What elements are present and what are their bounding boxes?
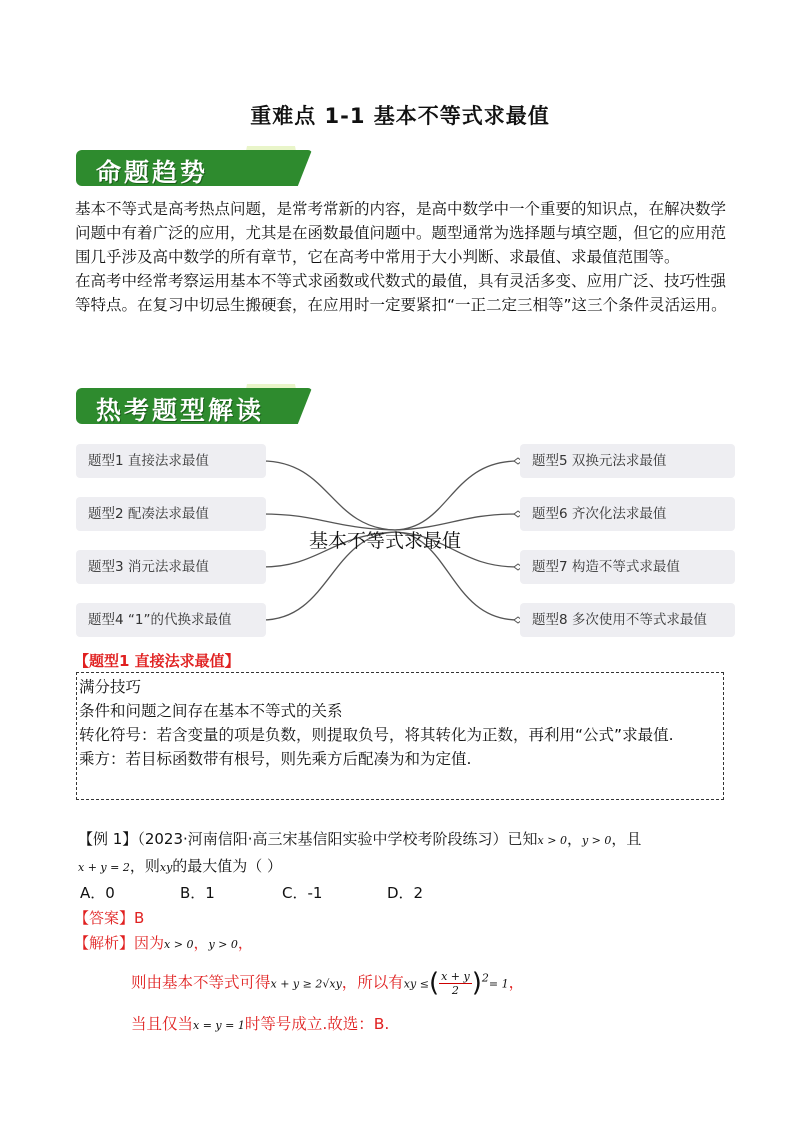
answer-line	[74, 907, 144, 928]
analysis-text: ，	[193, 934, 209, 952]
analysis-label: 【解析】	[74, 934, 135, 952]
fraction-denominator: 2	[451, 983, 459, 997]
inequality-lhs: xy ≤	[403, 977, 429, 991]
tips-box	[76, 672, 724, 800]
analysis-text: ，	[508, 973, 525, 992]
mindmap-node-type1: 题型1 直接法求最值	[76, 444, 266, 478]
analysis-text: 则由基本不等式可得	[131, 973, 271, 992]
section-heading: 【题型1 直接法求最值】	[74, 652, 240, 670]
paren-right: )	[471, 968, 482, 998]
intro-paragraph: 基本不等式是高考热点问题，是常考常新的内容，是高中数学中一个重要的知识点，在解决数学问题中有着广泛的应用，尤其是在函数最值问题中。题型通常为选择题与填空题，但它的应用范围几乎涉及高中数学的所有章节，它在高考中常用于大小判断、求最值、求最值范围等。	[75, 200, 727, 266]
analysis-condition-x: x > 0	[164, 938, 194, 951]
mindmap-node-type5: 题型5 双换元法求最值	[520, 444, 735, 478]
mindmap-node-type6: 题型6 齐次化法求最值	[520, 497, 735, 531]
tips-line: 转化符号：若含变量的项是负数，则提取负号，将其转化为正数，再利用“公式”求最值.	[79, 726, 674, 744]
target-expression: xy	[159, 861, 173, 874]
fraction	[439, 970, 472, 997]
analysis-text: 因为	[134, 934, 165, 952]
banner-label: 热考题型解读	[96, 396, 265, 425]
inequality-expression: x + y ≥ 2√xy	[270, 977, 342, 991]
example-source: （2023·河南信阳·高三宋基信阳实验中学校考阶段练习）已知	[137, 830, 538, 848]
mindmap-node-type8: 题型8 多次使用不等式求最值	[520, 603, 735, 637]
mindmap-node-type7: 题型7 构造不等式求最值	[520, 550, 735, 584]
analysis-condition-y: y > 0	[208, 938, 238, 951]
banner-label: 命题趋势	[96, 158, 209, 187]
analysis-line-1	[74, 932, 253, 953]
mindmap-center: 基本不等式求最值	[309, 530, 462, 552]
analysis-text: 时等号成立.故选：B.	[244, 1015, 390, 1033]
analysis-line-3	[131, 1012, 389, 1034]
question-text: ，则	[129, 857, 160, 875]
answer-label: 【答案】	[74, 909, 135, 927]
intro-paragraph: 在高考中经常考察运用基本不等式求函数或代数式的最值，具有灵活多变、应用广泛、技巧性强等特点。在复习中切忌生搬硬套，在应用时一定要紧扣“一正二定三相等”这三个条件灵活运用。	[75, 272, 727, 314]
fraction-numerator: x + y	[441, 969, 470, 983]
example-prefix: 【例 1】	[78, 830, 138, 848]
analysis-text: ，所以有	[341, 973, 404, 992]
separator: ，	[566, 830, 582, 848]
condition-y: y > 0	[581, 834, 612, 847]
inequality-rhs: = 1	[488, 977, 509, 991]
options-row	[80, 882, 423, 903]
example-statement	[78, 828, 641, 849]
analysis-text: ，	[237, 934, 253, 952]
question-text: 的最大值为（ ）	[172, 857, 283, 875]
option-a: A．0	[80, 884, 115, 902]
option-b: B．1	[180, 884, 215, 902]
mindmap-node-type3: 题型3 消元法求最值	[76, 550, 266, 584]
condition-x: x > 0	[537, 834, 567, 847]
mindmap-node-type2: 题型2 配凑法求最值	[76, 497, 266, 531]
option-c: C．-1	[282, 884, 323, 902]
page-title: 重难点 1-1 基本不等式求最值	[250, 104, 550, 128]
tips-line: 乘方：若目标函数带有根号，则先乘方后配凑为和为定值.	[79, 750, 472, 768]
condition-sum: x + y = 2	[78, 861, 130, 874]
exponent: 2	[481, 971, 489, 985]
paren-left: (	[428, 968, 440, 998]
option-d: D．2	[387, 884, 424, 902]
tips-line: 条件和问题之间存在基本不等式的关系	[79, 702, 343, 720]
tips-title: 满分技巧	[79, 678, 142, 696]
equality-condition: x = y = 1	[193, 1019, 245, 1032]
analysis-text: 当且仅当	[131, 1015, 194, 1033]
mindmap-node-type4: 题型4 “1”的代换求最值	[76, 603, 266, 637]
answer-value: B	[134, 909, 145, 927]
separator: ，且	[611, 830, 642, 848]
analysis-line-2	[131, 968, 524, 998]
example-question	[78, 855, 282, 876]
